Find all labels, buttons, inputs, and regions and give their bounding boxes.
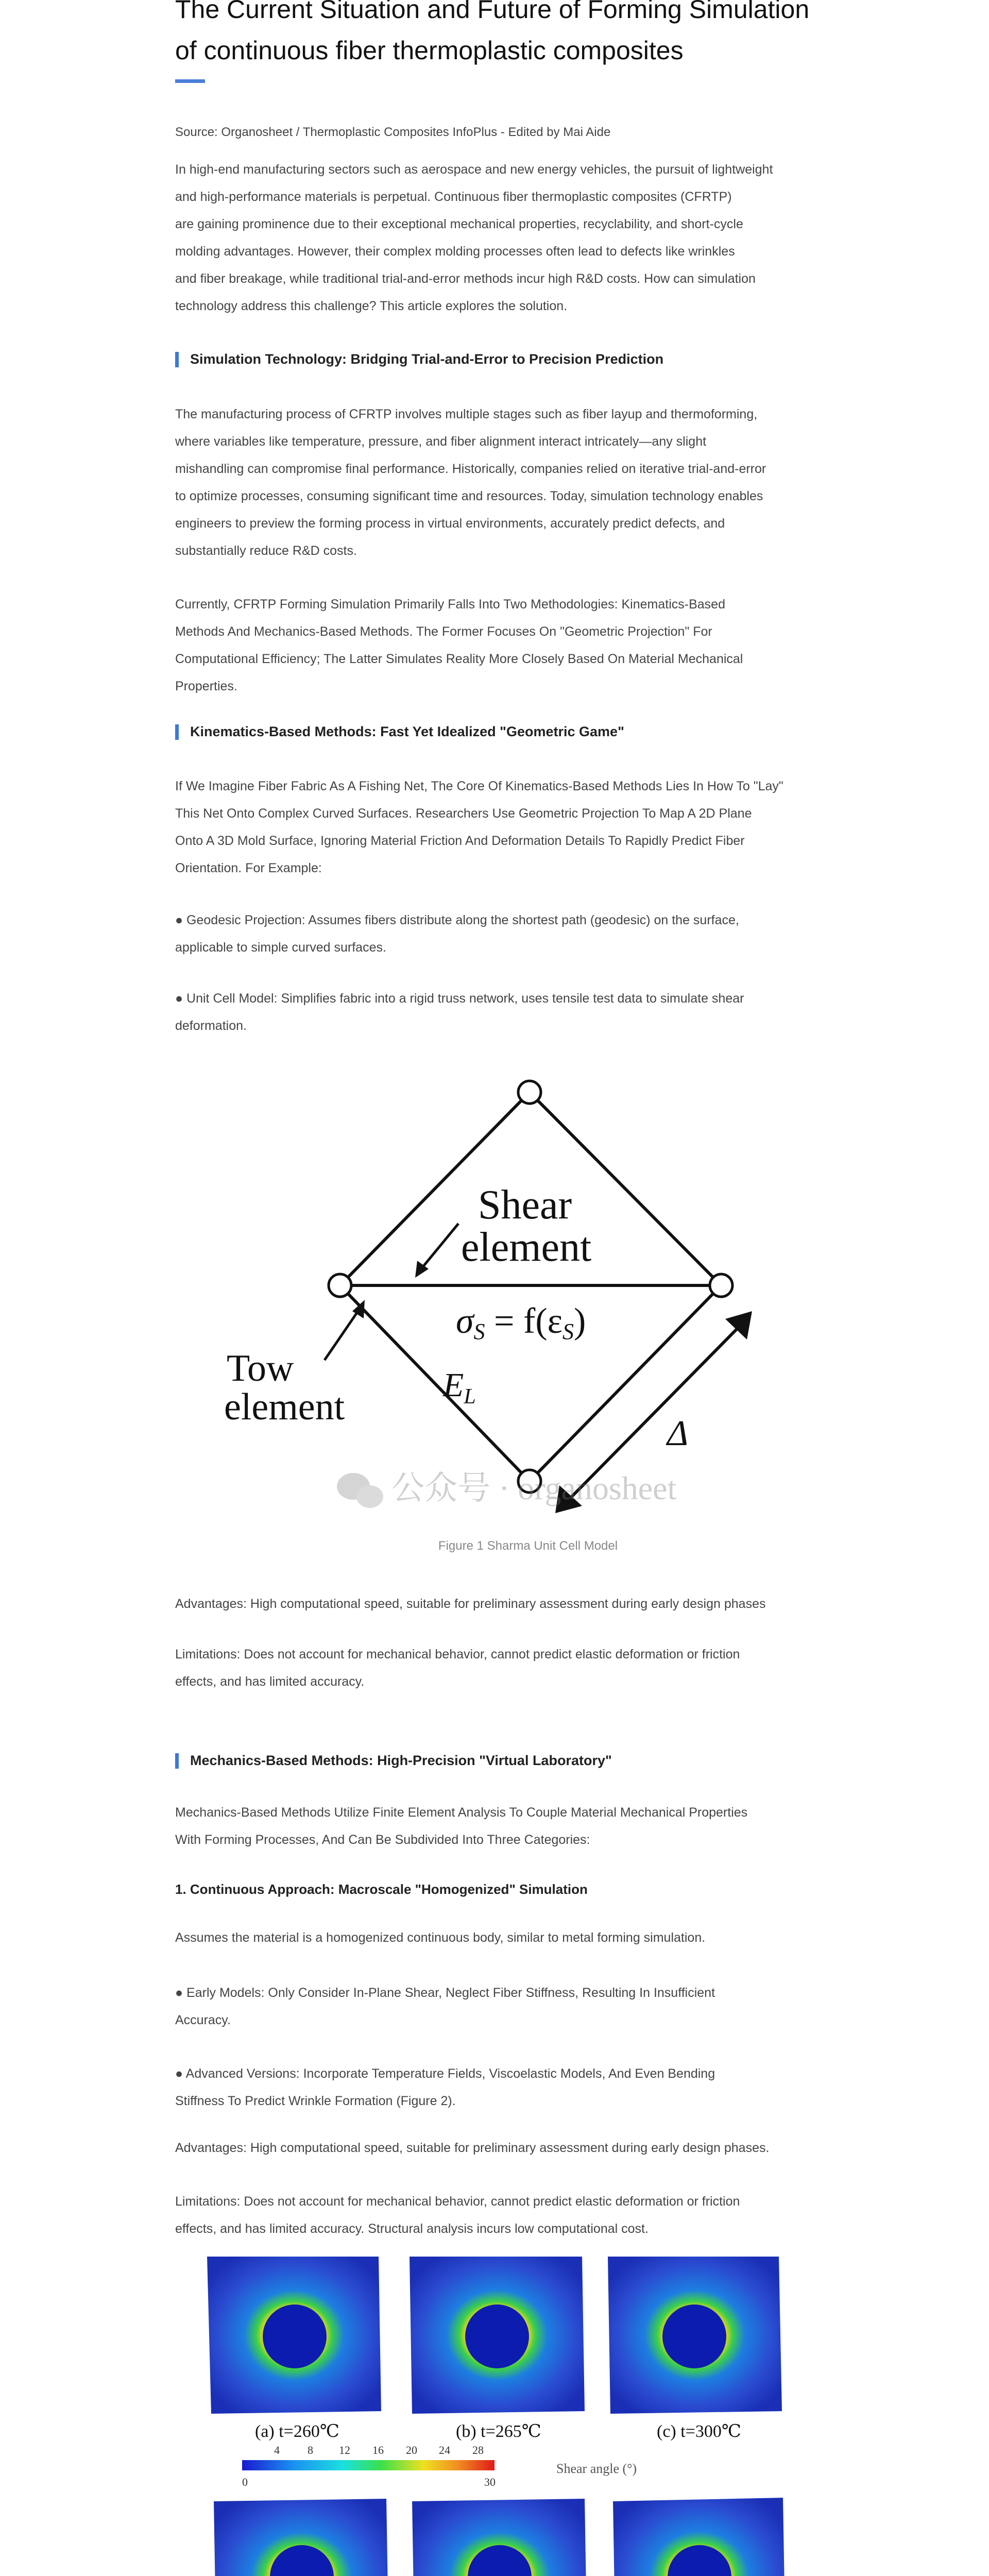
text-line: Computational Efficiency; The Latter Simulates Reality More Closely Based On Material Mechanical xyxy=(175,652,743,666)
text-line: are gaining prominence due to their exceptional mechanical properties, recyclability, and short-cycle xyxy=(175,217,743,231)
scale-tick: 24 xyxy=(439,2444,450,2456)
node xyxy=(518,1081,541,1104)
watermark-text: 公众号 · organosheet xyxy=(391,1470,677,1506)
text-line: effects, and has limited accuracy. Structural analysis incurs low computational cost. xyxy=(175,2222,649,2236)
text-line: The manufacturing process of CFRTP involves multiple stages such as fiber layup and thermoforming, xyxy=(175,407,758,421)
bullet-early-models xyxy=(175,1979,715,2034)
text-line: mishandling can compromise final performance. Historically, companies relied on iterative trial-and-error xyxy=(175,462,766,476)
title-block xyxy=(175,0,881,83)
page-title: The Current Situation and Future of Forming Simulation xyxy=(175,0,810,24)
label-tow: Tow xyxy=(227,1347,294,1389)
intro-paragraph xyxy=(175,156,773,320)
section3-paragraph-1 xyxy=(175,1799,747,1854)
figure-2 xyxy=(175,2257,881,2576)
text-line: Stiffness To Predict Wrinkle Formation (Figure 2). xyxy=(175,2094,456,2108)
figure-1-caption: Figure 1 Sharma Unit Cell Model xyxy=(438,1539,618,1553)
heading-text: Mechanics-Based Methods: High-Precision "Virtual Laboratory" xyxy=(190,1753,612,1768)
section-heading xyxy=(175,1753,612,1769)
wechat-icon xyxy=(356,1485,383,1508)
plate-panel xyxy=(608,2257,782,2414)
label-delta: Δ xyxy=(667,1414,689,1453)
scale-tick: 16 xyxy=(372,2444,384,2456)
tow-arrow xyxy=(325,1311,358,1360)
scale-tick: 28 xyxy=(472,2444,484,2456)
unit-cell-diagram xyxy=(175,1069,881,1543)
label-tow-element: element xyxy=(224,1386,345,1428)
colorbar-1-ticks xyxy=(274,2444,484,2456)
text-line: molding advantages. However, their complex molding processes often lead to defects like wrinkles xyxy=(175,244,735,259)
text-line: deformation. xyxy=(175,1019,247,1033)
plate-panel xyxy=(412,2499,587,2576)
text-line: Orientation. For Example: xyxy=(175,861,322,875)
scale-tick: 20 xyxy=(406,2444,417,2456)
section1-paragraph-1 xyxy=(175,401,766,565)
text-line: In high-end manufacturing sectors such as aerospace and new energy vehicles, the pursuit of lightweight xyxy=(175,162,773,177)
text-line: ● Advanced Versions: Incorporate Temperature Fields, Viscoelastic Models, And Even Bending xyxy=(175,2066,715,2081)
text-line: technology address this challenge? This article explores the solution. xyxy=(175,299,568,313)
page-title-line2: of continuous fiber thermoplastic composites xyxy=(175,36,684,65)
text-line: effects, and has limited accuracy. xyxy=(175,1674,365,1689)
scale-tick: 12 xyxy=(339,2444,350,2456)
heading-marker xyxy=(175,724,179,740)
shear-arrow xyxy=(422,1224,458,1267)
label-el: $E_L$ xyxy=(443,1366,476,1409)
plate-panel xyxy=(410,2257,585,2414)
label-shear: Shear xyxy=(478,1182,572,1228)
source-line: Source: Organosheet / Thermoplastic Composites InfoPlus - Edited by Mai Aide xyxy=(175,125,611,139)
text-line: where variables like temperature, pressure, and fiber alignment interact intricately—any slight xyxy=(175,434,707,449)
limitations-continuous xyxy=(175,2188,740,2243)
scale-min: 0 xyxy=(242,2476,248,2488)
text-line: Currently, CFRTP Forming Simulation Primarily Falls Into Two Methodologies: Kinematics-Based xyxy=(175,597,725,612)
text-line: to optimize processes, consuming significant time and resources. Today, simulation technology enables xyxy=(175,489,763,503)
text-line: ● Geodesic Projection: Assumes fibers distribute along the shortest path (geodesic) on the surface, xyxy=(175,913,739,927)
label-element: element xyxy=(461,1225,592,1270)
text-line: Limitations: Does not account for mechanical behavior, cannot predict elastic deformation or friction xyxy=(175,2194,740,2209)
scale-label: Shear angle (°) xyxy=(556,2461,637,2476)
text-line: applicable to simple curved surfaces. xyxy=(175,940,386,955)
section-heading xyxy=(175,724,624,740)
text-line: Assumes the material is a homogenized continuous body, similar to metal forming simulation. xyxy=(175,1930,706,1945)
continuous-paragraph xyxy=(175,1924,705,1952)
advantages-continuous xyxy=(175,2134,769,2162)
bullet-advanced-versions xyxy=(175,2060,715,2115)
section-heading xyxy=(175,351,663,367)
cylinder-hole xyxy=(662,2304,726,2368)
scale-tick: 8 xyxy=(308,2444,313,2456)
text-line: Accuracy. xyxy=(175,2013,231,2027)
cylinder-hole xyxy=(465,2304,529,2368)
scale-tick: 4 xyxy=(274,2444,280,2456)
plate-panel xyxy=(207,2257,381,2414)
watermark xyxy=(337,1470,677,1508)
bullet-geodesic xyxy=(175,907,739,961)
text-line: If We Imagine Fiber Fabric As A Fishing Net, The Core Of Kinematics-Based Methods Lies In How To "Lay" xyxy=(175,779,783,793)
cylinder-hole xyxy=(263,2304,327,2368)
limitations-kinematics xyxy=(175,1641,740,1696)
text-line: and high-performance materials is perpetual. Continuous fiber thermoplastic composites (CFRTP) xyxy=(175,190,732,204)
text-line: Advantages: High computational speed, suitable for preliminary assessment during early design phases. xyxy=(175,2141,770,2155)
node xyxy=(710,1274,732,1297)
text-line: ● Unit Cell Model: Simplifies fabric into a rigid truss network, uses tensile test data to simulate shear xyxy=(175,991,744,1006)
heading-marker xyxy=(175,1753,179,1769)
text-line: Advantages: High computational speed, suitable for preliminary assessment during early design phases xyxy=(175,1597,766,1611)
advantages-kinematics xyxy=(175,1590,765,1618)
subheading-continuous: 1. Continuous Approach: Macroscale "Homogenized" Simulation xyxy=(175,1882,588,1897)
section1-paragraph-2 xyxy=(175,591,743,700)
text-line: With Forming Processes, And Can Be Subdivided Into Three Categories: xyxy=(175,1833,590,1847)
label-formula: σS = f(εS) xyxy=(456,1301,586,1344)
text-line: engineers to preview the forming process in virtual environments, accurately predict defects, and xyxy=(175,516,725,531)
bullet-unit-cell xyxy=(175,985,744,1040)
title-underline xyxy=(175,79,205,83)
text-line: Onto A 3D Mold Surface, Ignoring Material Friction And Deformation Details To Rapidly Predict Fiber xyxy=(175,834,745,848)
scale-max: 30 xyxy=(484,2476,496,2488)
panel-label: (c) t=300℃ xyxy=(657,2422,741,2441)
text-line: Mechanics-Based Methods Utilize Finite Element Analysis To Couple Material Mechanical Properties xyxy=(175,1805,748,1820)
text-line: and fiber breakage, while traditional trial-and-error methods incur high R&D costs. How can simulation xyxy=(175,272,756,286)
plate-panel xyxy=(613,2498,786,2576)
heading-marker xyxy=(175,352,179,367)
section2-paragraph-1 xyxy=(175,773,783,882)
node xyxy=(329,1274,351,1297)
figure-1 xyxy=(175,1069,881,1553)
simulation-figure xyxy=(175,2257,881,2576)
text-line: Properties. xyxy=(175,679,237,693)
text-line: substantially reduce R&D costs. xyxy=(175,544,357,558)
colorbar-1 xyxy=(242,2460,494,2470)
heading-text: Simulation Technology: Bridging Trial-and-Error to Precision Prediction xyxy=(190,351,664,367)
text-line: Limitations: Does not account for mechanical behavior, cannot predict elastic deformation or friction xyxy=(175,1647,740,1662)
text-line: ● Early Models: Only Consider In-Plane Shear, Neglect Fiber Stiffness, Resulting In Insufficient xyxy=(175,1986,715,2000)
text-line: Methods And Mechanics-Based Methods. The Former Focuses On "Geometric Projection" For xyxy=(175,624,712,639)
panel-label: (b) t=265℃ xyxy=(456,2422,541,2441)
text-line: This Net Onto Complex Curved Surfaces. Researchers Use Geometric Projection To Map A 2D Plane xyxy=(175,806,752,821)
panel-label: (a) t=260℃ xyxy=(255,2422,339,2441)
plate-panel xyxy=(214,2499,389,2576)
heading-text: Kinematics-Based Methods: Fast Yet Idealized "Geometric Game" xyxy=(190,724,624,739)
